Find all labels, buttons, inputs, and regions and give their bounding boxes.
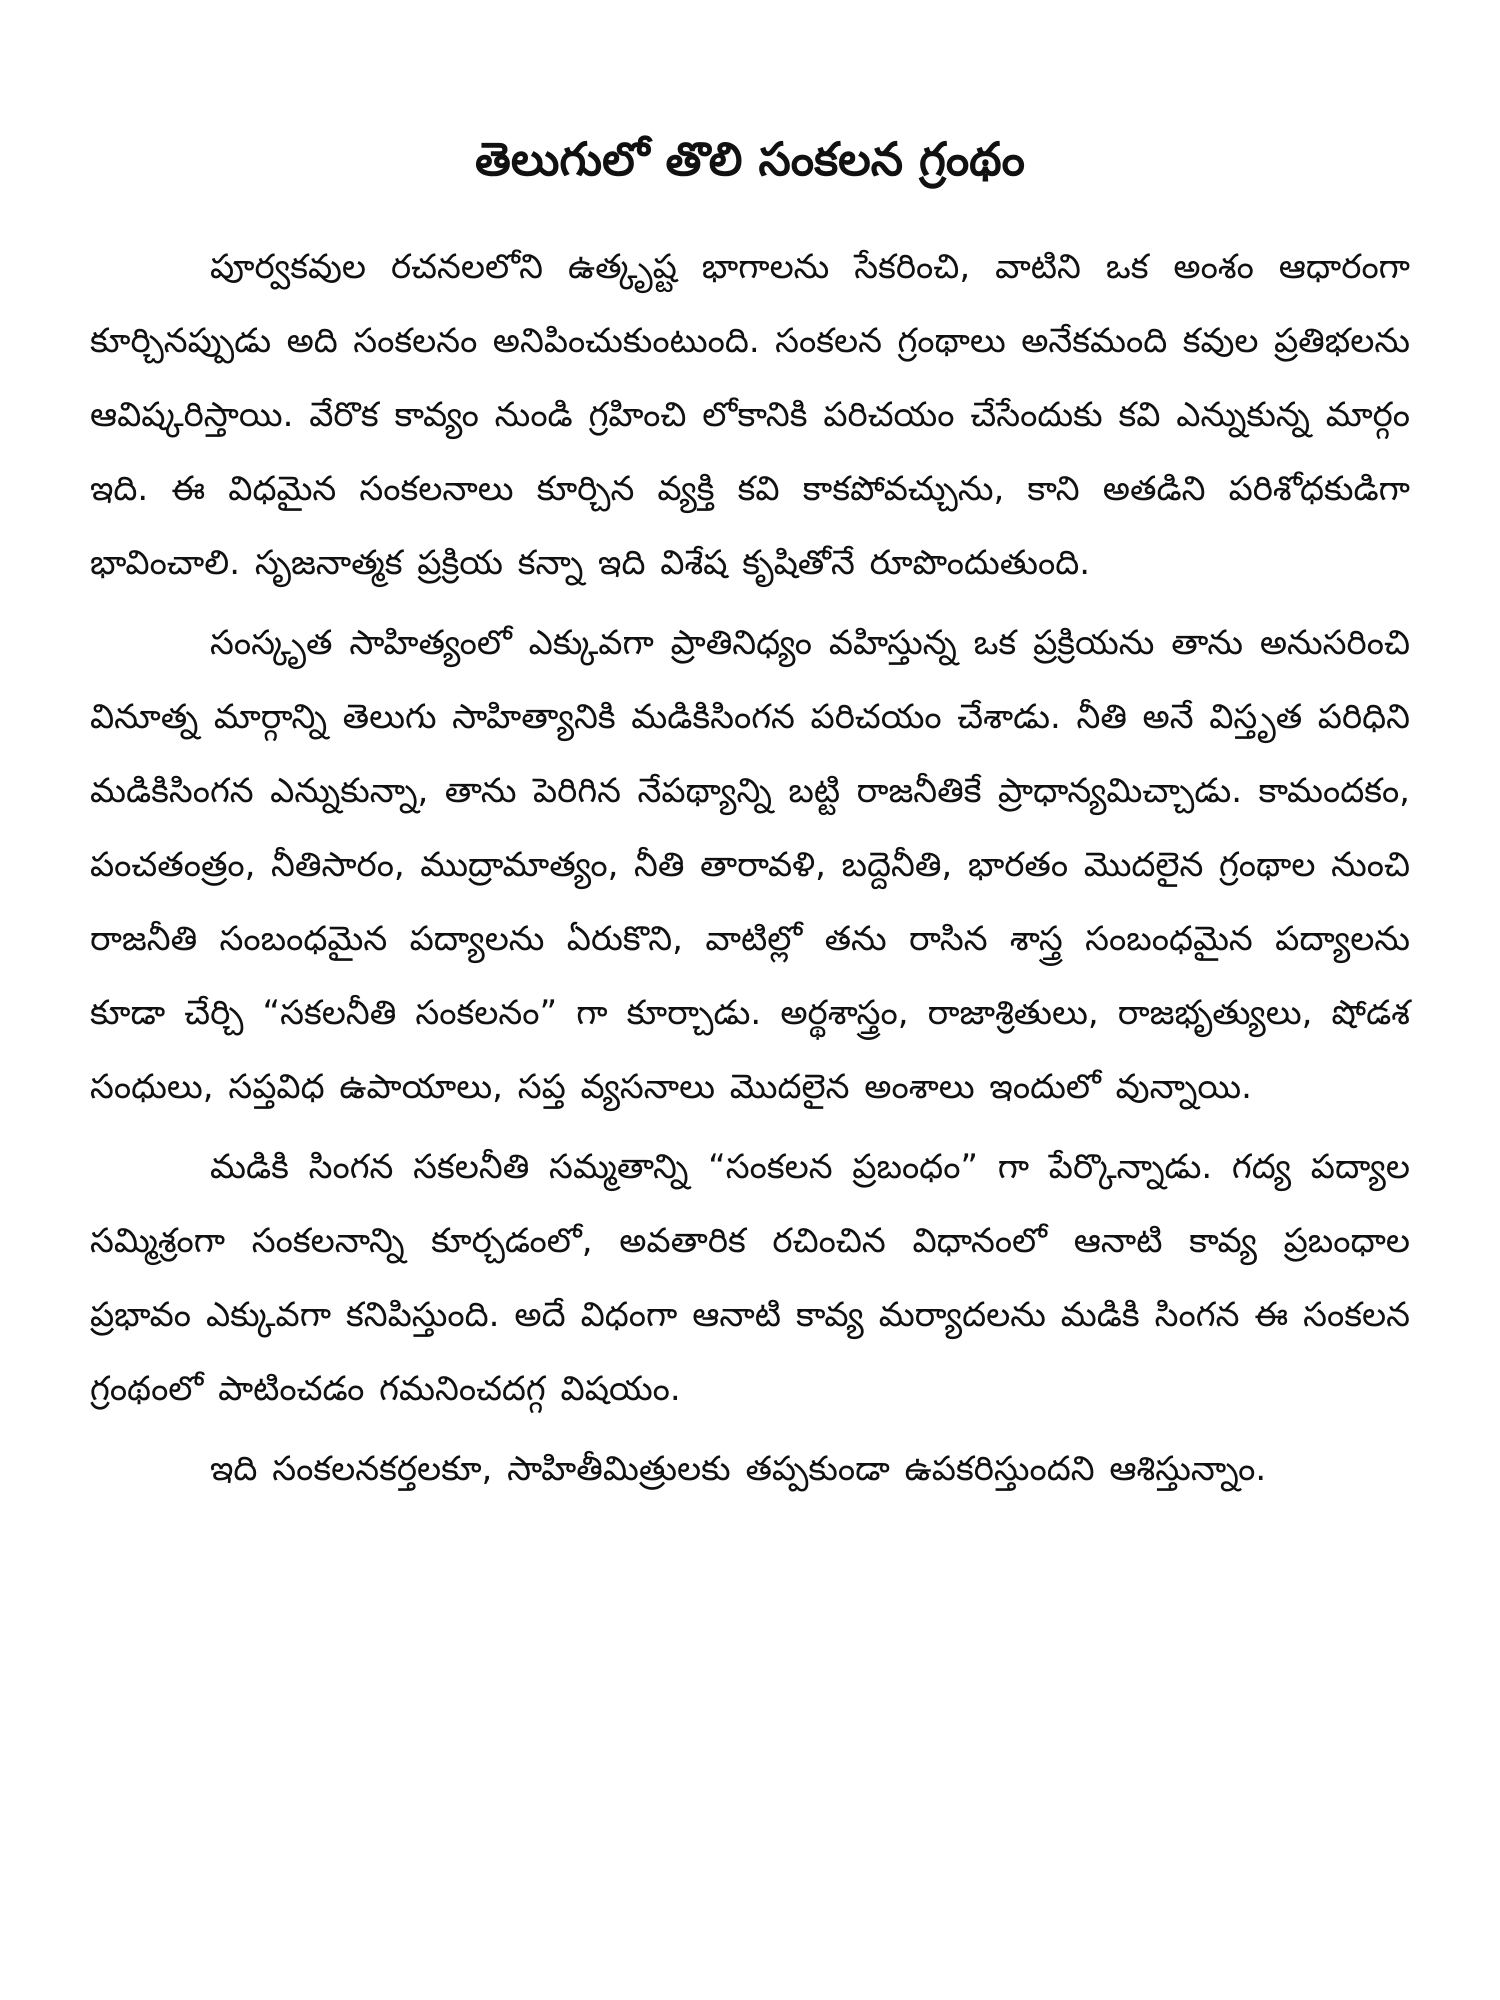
page-title: తెలుగులో తొలి సంకలన గ్రంథం <box>475 132 1025 186</box>
paragraph-2: సంస్కృత సాహిత్యంలో ఎక్కువగా ప్రాతినిధ్యం వహిస్తున్న ఒక ప్రక్రియను తాను అనుసరించి వినూత్న మార్గాన్ని తెలుగు సాహిత్యానికి మడికిసింగన పరిచయం చేశాడు. నీతి అనే విస్తృత పరిధిని మడికిసింగన ఎన్నుకున్నా, తాను పెరిగిన నేపథ్యాన్ని బట్టి రాజనీతికే ప్రాధాన్యమిచ్చాడు. కామందకం, పంచతంత్రం, నీతిసారం, ముద్రామాత్యం, నీతి తారావళి, బద్దెనీతి, భారతం మొదలైన గ్రంథాల నుంచి రాజనీతి సంబంధమైన పద్యాలను ఏరుకొని, వాటిల్లో తను రాసిన శాస్త్ర సంబంధమైన పద్యాలను కూడా చేర్చి “సకలనీతి సంకలనం” గా కూర్చాడు. అర్థశాస్త్రం, రాజాశ్రితులు, రాజభృత్యులు, షోడశ సంధులు, సప్తవిధ ఉపాయాలు, సప్త వ్యసనాలు మొదలైన అంశాలు ఇందులో వున్నాయి. <box>90 622 1410 1107</box>
paragraph-4: ఇది సంకలనకర్తలకూ, సాహితీమిత్రులకు తప్పకుండా ఉపకరిస్తుందని ఆశిస్తున్నాం. <box>210 1448 1267 1489</box>
paragraph-3: మడికి సింగన సకలనీతి సమ్మతాన్ని “సంకలన ప్రబంధం” గా పేర్కొన్నాడు. గద్య పద్యాల సమ్మిశ్రంగా సంకలనాన్ని కూర్చడంలో, అవతారిక రచించిన విధానంలో ఆనాటి కావ్య ప్రబంధాల ప్రభావం ఎక్కువగా కనిపిస్తుంది. అదే విధంగా ఆనాటి కావ్య మర్యాదలను మడికి సింగన ఈ సంకలన గ్రంథంలో పాటించడం గమనించదగ్గ విషయం. <box>90 1146 1410 1409</box>
paragraph-1: పూర్వకవుల రచనలలోని ఉత్కృష్ట భాగాలను సేకరించి, వాటిని ఒక అంశం ఆధారంగా కూర్చినప్పుడు అది సంకలనం అనిపించుకుంటుంది. సంకలన గ్రంథాలు అనేకమంది కవుల ప్రతిభలను ఆవిష్కరిస్తాయి. వేరొక కావ్యం నుండి గ్రహించి లోకానికి పరిచయం చేసేందుకు కవి ఎన్నుకున్న మార్గం ఇది. ఈ విధమైన సంకలనాలు కూర్చిన వ్యక్తి కవి కాకపోవచ్చును, కాని అతడిని పరిశోధకుడిగా భావించాలి. సృజనాత్మక ప్రక్రియ కన్నా ఇది విశేష కృషితోనే రూపొందుతుంది. <box>90 246 1410 583</box>
